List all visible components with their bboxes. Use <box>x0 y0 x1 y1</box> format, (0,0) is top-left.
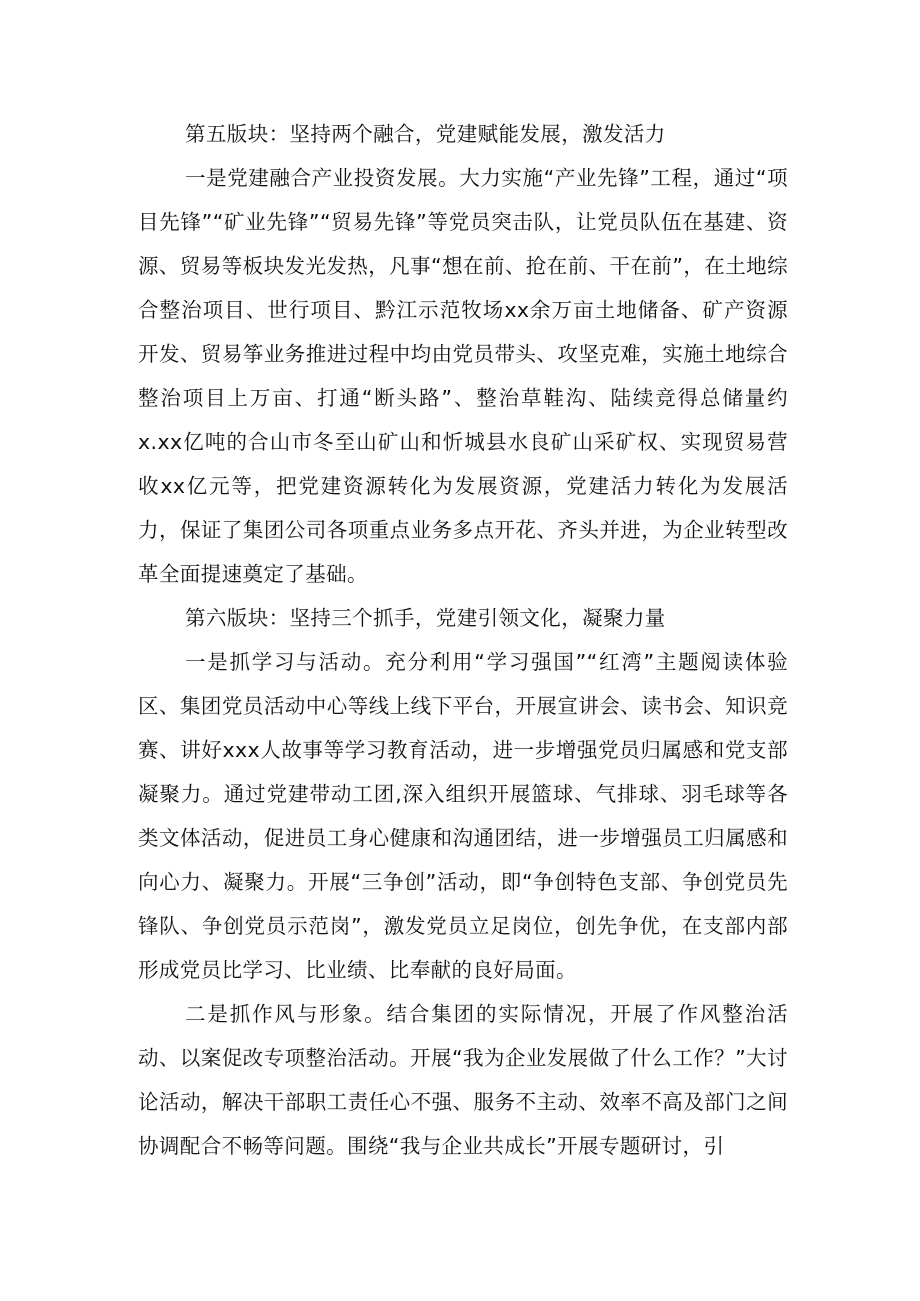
section6-paragraph-2: 二是抓作风与形象。结合集团的实际情况，开展了作风整治活动、以案促改专项整治活动。开展“我为企业发展做了什么工作？”大讨论活动，解决干部职工责任心不强、服务不主动、效率不高及部门之间协调配合不畅等问题。围绕“我与企业共成长”开展专题研讨，引 <box>138 1002 788 1158</box>
section6-paragraph-1: 一是抓学习与活动。充分利用“学习强国”“红湾”主题阅读体验区、集团党员活动中心等线上线下平台，开展宣讲会、读书会、知识竞赛、讲好xxx人故事等学习教育活动，进一步增强党员归属感和党支部凝聚力。通过党建带动工团,深入组织开展篮球、气排球、羽毛球等各类文体活动，促进员工身心健康和沟通团结，进一步增强员工归属感和向心力、凝聚力。开展“三争创”活动，即“争创特色支部、争创党员先锋队、争创党员示范岗”，激发党员立足岗位，创先争优，在支部内部形成党员比学习、比业绩、比奉献的良好局面。 <box>138 650 788 982</box>
document-body <box>138 112 788 1168</box>
section5-paragraph-1: 一是党建融合产业投资发展。大力实施“产业先锋”工程，通过“项目先锋”“矿业先锋”“贸易先锋”等党员突击队，让党员队伍在基建、资源、贸易等板块发光发热，凡事“想在前、抢在前、干在前”，在土地综合整治项目、世行项目、黔江示范牧场xx余万亩土地储备、矿产资源开发、贸易筝业务推进过程中均由党员带头、攻坚克难，实施土地综合整治项目上万亩、打通“断头路”、整治草鞋沟、陆续竞得总储量约x.xx亿吨的合山市冬至山矿山和忻城县水良矿山采矿权、实现贸易营收xx亿元等，把党建资源转化为发展资源，党建活力转化为发展活力，保证了集团公司各项重点业务多点开花、齐头并进，为企业转型改革全面提速奠定了基础。 <box>138 166 788 586</box>
section5-heading: 第五版块：坚持两个融合，党建赋能发展，激发活力 <box>185 122 666 146</box>
section6-heading: 第六版块：坚持三个抓手，党建引领文化，凝聚力量 <box>185 606 666 630</box>
